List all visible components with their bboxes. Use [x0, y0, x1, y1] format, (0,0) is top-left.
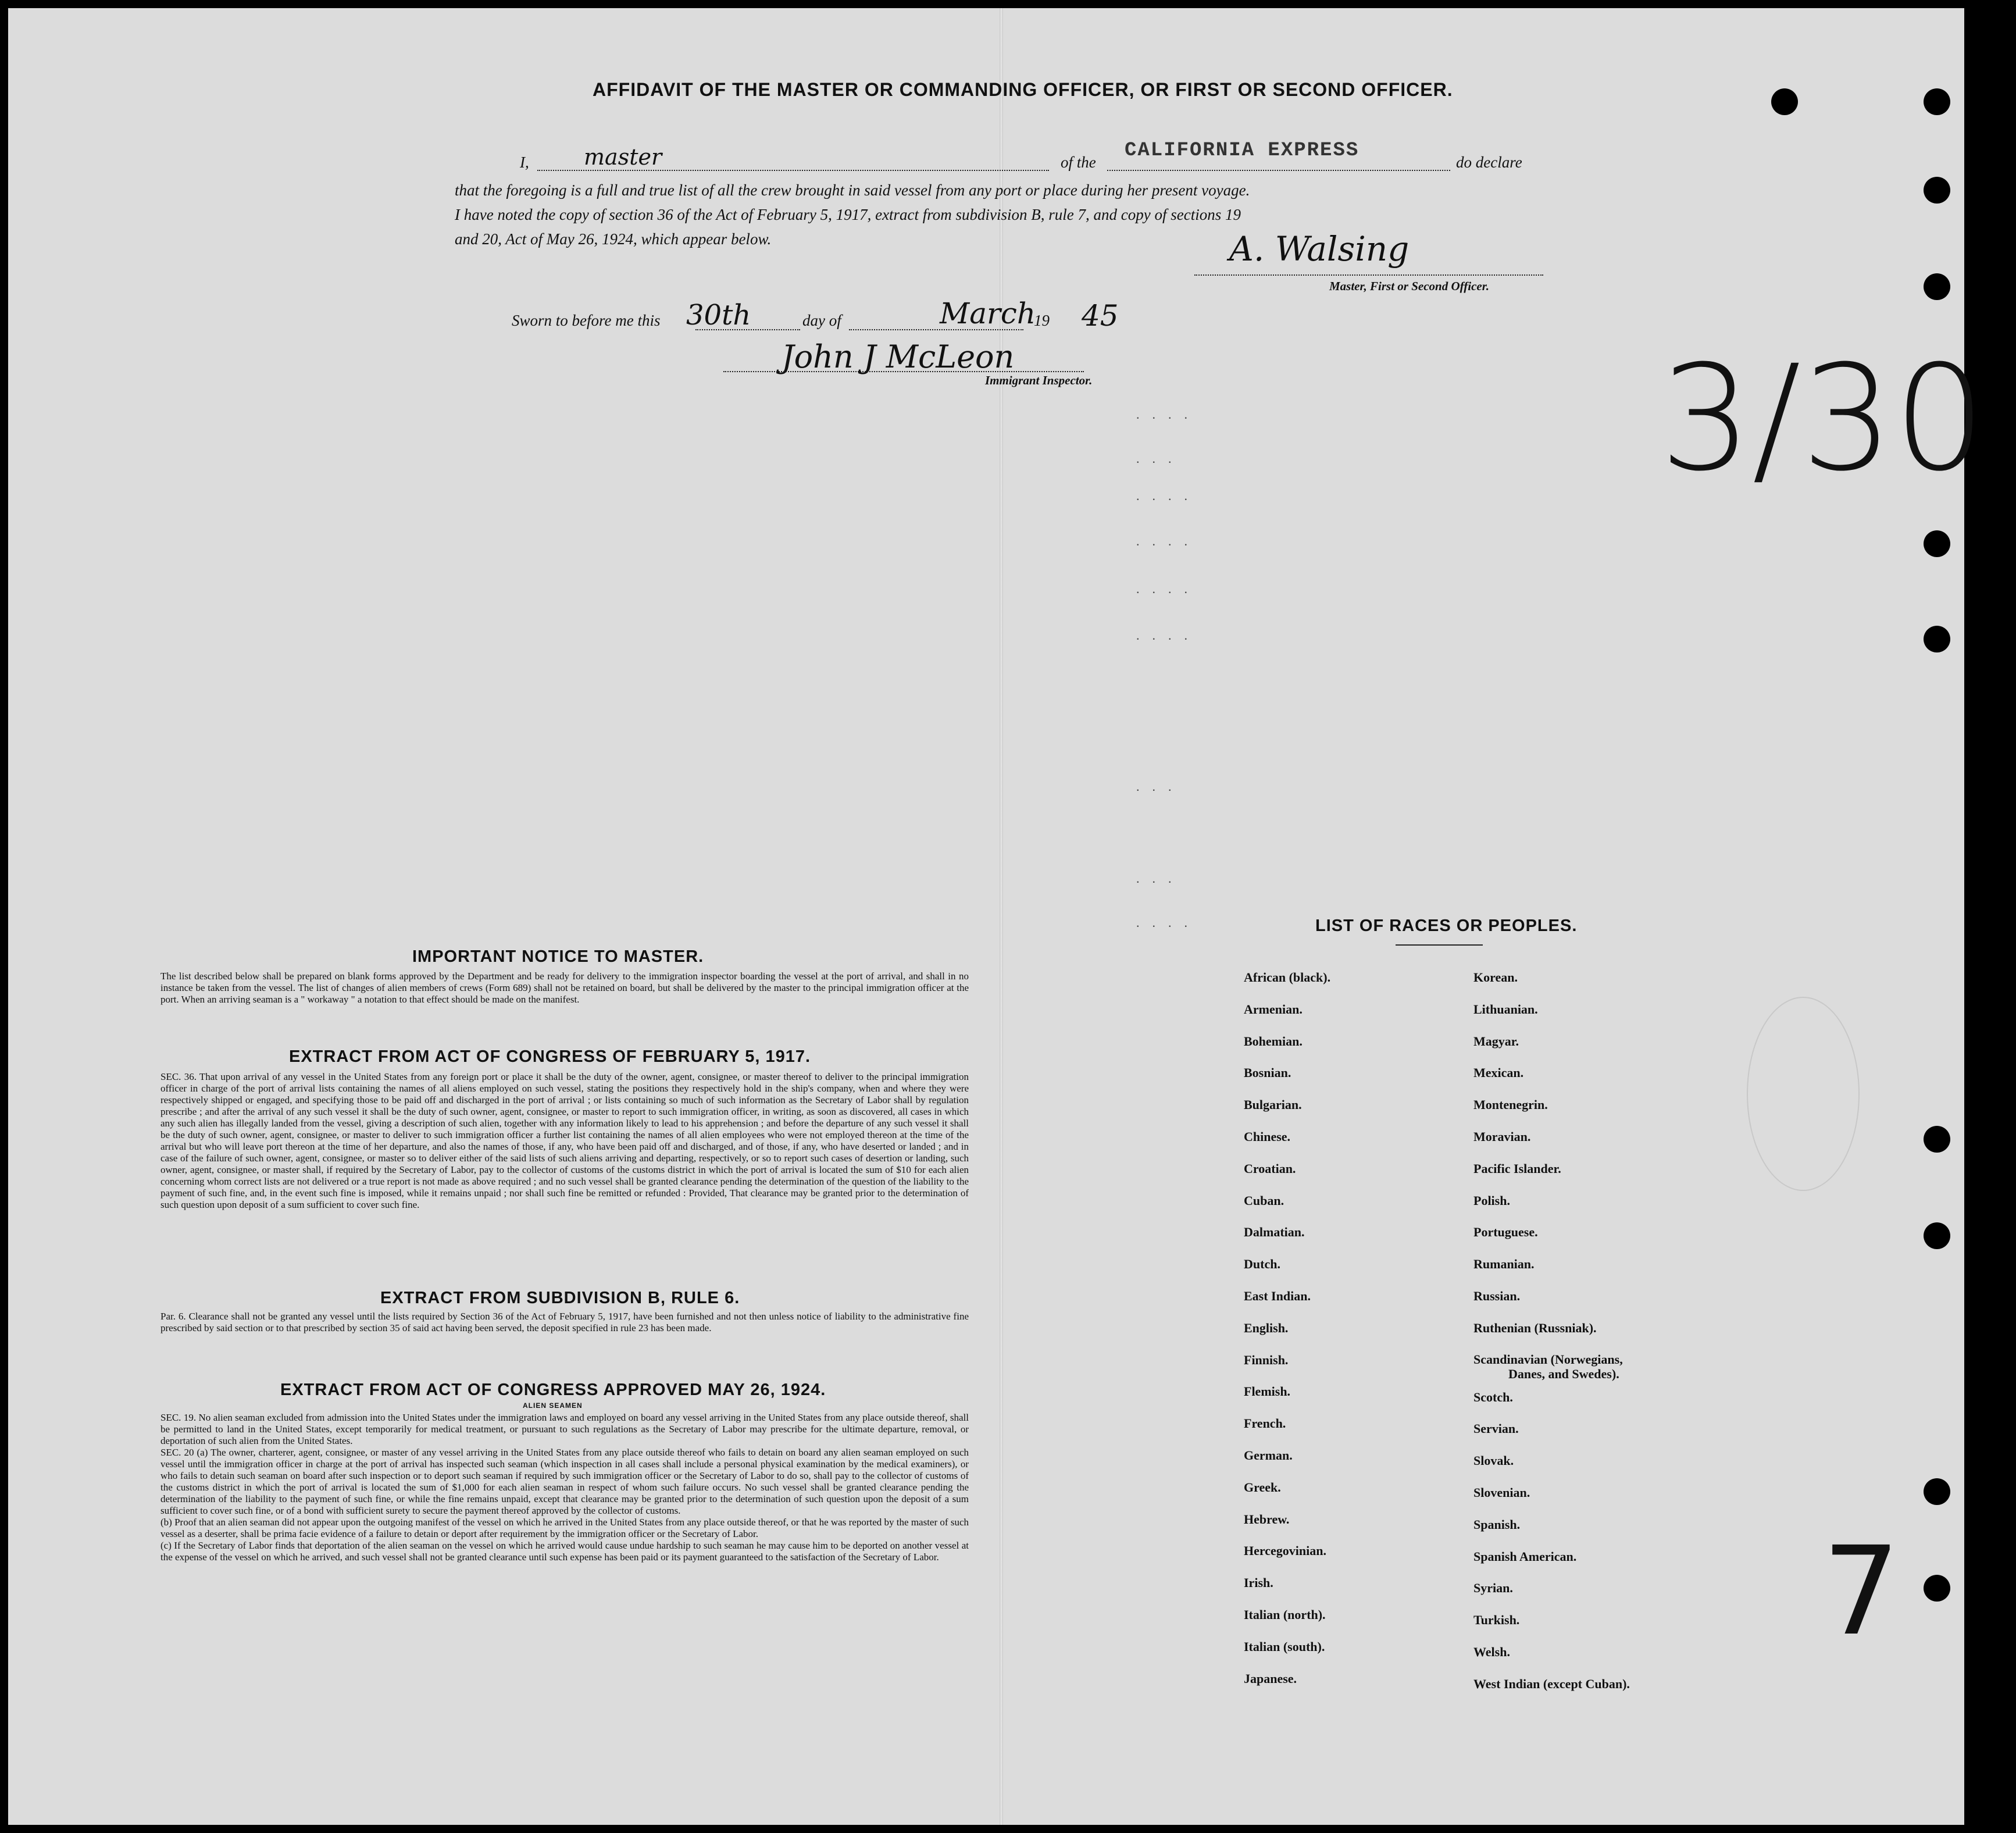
bleed-through-marks: .... [1136, 488, 1200, 503]
race-item: Spanish American. [1473, 1549, 1577, 1564]
race-item: East Indian. [1244, 1288, 1311, 1303]
race-item: Scotch. [1473, 1389, 1513, 1404]
race-item: Spanish. [1473, 1517, 1521, 1532]
race-item: Moravian. [1473, 1129, 1531, 1144]
race-item: Dutch. [1244, 1257, 1280, 1272]
extract-1924-text [160, 1412, 969, 1563]
race-item: Japanese. [1244, 1671, 1297, 1686]
notice-heading: IMPORTANT NOTICE TO MASTER. [412, 947, 704, 966]
race-item: German. [1244, 1447, 1293, 1463]
race-item: Welsh. [1473, 1644, 1510, 1659]
races-heading-rule [1396, 944, 1483, 946]
bleed-through-marks: ... [1136, 451, 1184, 466]
race-item: Pacific Islander. [1473, 1161, 1561, 1176]
year-suffix-fill: 45 [1082, 299, 1119, 333]
race-item: Bulgarian. [1244, 1097, 1302, 1112]
race-item-continuation: Danes, and Swedes). [1508, 1366, 1619, 1381]
race-item: Slovak. [1473, 1453, 1514, 1468]
sec19-text: SEC. 19. No alien seaman excluded from admission into the United States under the immigration laws and employed on board any vessel arriving in the United States from any place outside thereof, shall be permitted to land in the United States, except temporarily for medical treatment, or pursuant to such regulations as the Secretary of Labor may prescribe for the ultimate departure, removal, or deportation of such alien from the United States. [160, 1412, 969, 1446]
race-item: Armenian. [1244, 1001, 1303, 1017]
race-item: Ruthenian (Russniak). [1473, 1320, 1597, 1335]
races-column-1 [1244, 962, 1330, 1695]
extract-1917-text: SEC. 36. That upon arrival of any vessel in the United States from any foreign port or place it shall be the duty of the owner, agent, consignee, or master thereof to deliver to the principal immigration officer in charge of the port of arrival lists containing the names of all aliens employed on such vessel, stating the positions they respectively hold in the ship's company, when and where they were respectively shipped or engaged, and specifying those to be paid off and discharged in the port of arrival ; or lists containing so much of such information as the Secretary of Labor shall by regulation prescribe ; and after the arrival of any such vessel it shall be the duty of such owner, agent, consignee, or master to report to such immigration officer, in writing, as soon as discovered, all cases in which any such alien has illegally landed from the vessel, giving a description of such alien, together with any information likely to lead to his apprehension ; and before the departure of any such vessel it shall be the duty of such owner, agent, consignee, or master to deliver to such immigration officer a further list containing the names of all alien employees who were not employed thereon at the time of the arrival but who will leave port thereon at the time of her departure, and also the names of those, if any, who have been paid off and discharged, and of those, if any, who have deserted or landed ; and in case of the failure of such owner, agent, consignee, or master so to deliver either of the said lists of such aliens arriving and departing, respectively, or so to report such cases of desertion or landing, such owner, agent, consignee, or master shall, if required by the Secretary of Labor, pay to the collector of customs of the customs district in which the port of arrival is located the sum of $10 for each alien concerning whom correct lists are not delivered or a true report is not made as above required ; and no such vessel shall be granted clearance pending the determination of the question of the liability to the payment of such fine, and, in the event such fine is imposed, while it remains unpaid ; nor shall such fine be remitted or refunded : Provided, That clearance may be granted prior to the determination of such question upon deposit of a sum sufficient to cover such fine. [160, 1071, 969, 1210]
race-item: French. [1244, 1416, 1286, 1431]
alien-seamen-subheading: ALIEN SEAMEN [523, 1402, 583, 1410]
race-item: Croatian. [1244, 1161, 1296, 1176]
race-item: Montenegrin. [1473, 1097, 1548, 1112]
punch-hole [1924, 1575, 1950, 1602]
do-declare-label: do declare [1456, 154, 1522, 171]
inspector-signature-line [723, 371, 1084, 372]
race-item: Flemish. [1244, 1384, 1291, 1399]
name-line [537, 170, 1049, 171]
rule6-heading: EXTRACT FROM SUBDIVISION B, RULE 6. [380, 1289, 740, 1307]
bleed-through-marks: .... [1136, 407, 1200, 422]
race-item: Polish. [1473, 1193, 1510, 1208]
race-item: Magyar. [1473, 1033, 1519, 1049]
master-signature: A. Walsing [1229, 229, 1410, 269]
race-item: Hercegovinian. [1244, 1543, 1326, 1559]
punch-hole [1924, 177, 1950, 204]
race-item: Chinese. [1244, 1129, 1291, 1144]
sworn-label: Sworn to before me this [512, 312, 661, 329]
bleed-through-marks: ... [1136, 779, 1184, 794]
race-item: Mexican. [1473, 1065, 1524, 1080]
race-item: Portuguese. [1473, 1225, 1538, 1240]
document-page [8, 8, 1986, 1825]
races-heading: LIST OF RACES OR PEOPLES. [1315, 916, 1578, 935]
extract-1924-heading: EXTRACT FROM ACT OF CONGRESS APPROVED MAY 26, 1924. [280, 1381, 826, 1399]
extract-1917-heading: EXTRACT FROM ACT OF CONGRESS OF FEBRUARY 5, 1917. [289, 1047, 811, 1066]
race-item: Syrian. [1473, 1581, 1513, 1596]
vessel-name-stamp: CALIFORNIA EXPRESS [1125, 140, 1360, 162]
race-item: West Indian (except Cuban). [1473, 1676, 1630, 1691]
race-item: Turkish. [1473, 1613, 1520, 1628]
race-item: Scandinavian (Norwegians, [1473, 1351, 1623, 1367]
notice-text: The list described below shall be prepared on blank forms approved by the Department and be ready for delivery to the immigration inspector boarding the vessel at the port of arrival, and shall in no instance be taken from the vessel. The list of changes of alien members of crews (Form 689) shall not be retained on board, but shall be delivered by the master to the principal immigration officer at the port. When an arriving seaman is a " workaway " a notation to that effect should be made on the manifest. [160, 971, 969, 1005]
race-item: Cuban. [1244, 1193, 1284, 1208]
faint-seal-stamp [1747, 997, 1860, 1191]
sec20a-text: SEC. 20 (a) The owner, charterer, agent, consignee, or master of any vessel arriving in the United States from any place outside thereof who fails to detain on board any alien seaman employed on such vessel until the immigration officer in charge at the port of arrival has inspected such seaman (which inspection in all cases shall include a personal physical examination by the medical examiners), or who fails to detain such seaman on board after such inspection or to deport such seaman if required by such immigration officer or the Secretary of Labor to do so, shall pay to the collector of customs of the customs district in which the port of arrival is located the sum of $1,000 for each alien seaman in respect of whom such failure occurs. No such vessel shall be granted clearance pending the determination of the liability to the payment of such fine, or while the fine remains unpaid, except that clearance may be granted prior to the determination of such question upon the deposit of a sum sufficient to cover such fine, or of a bond with sufficient surety to secure the payment thereof approved by the collector of customs. [160, 1447, 969, 1516]
race-item: Bosnian. [1244, 1065, 1291, 1080]
punch-hole [1924, 1126, 1950, 1153]
bleed-through-marks: .... [1136, 628, 1200, 643]
vessel-line [1107, 170, 1450, 171]
races-column-2 [1473, 962, 1630, 1700]
affidavit-line4: and 20, Act of May 26, 1924, which appear below. [455, 230, 772, 248]
race-item: Greek. [1244, 1479, 1281, 1495]
punch-hole [1924, 1478, 1950, 1505]
bleed-through-marks: .... [1136, 534, 1200, 548]
i-label: I, [520, 154, 529, 171]
master-signature-line [1194, 274, 1543, 276]
punch-hole [1924, 88, 1950, 115]
race-item: Italian (north). [1244, 1607, 1326, 1622]
of-the-label: of the [1061, 154, 1096, 171]
race-item: English. [1244, 1320, 1289, 1335]
rule6-text: Par. 6. Clearance shall not be granted any vessel until the lists required by Section 36 of the Act of February 5, 1917, have been furnished and not then unless notice of liability to the administrative fine prescribed by said section or to that prescribed by section 35 of said act having been served, the deposit specified in rule 23 has been made. [160, 1311, 969, 1333]
punch-hole [1924, 530, 1950, 557]
bleed-through-marks: .... [1136, 915, 1200, 930]
affidavit-line2: that the foregoing is a full and true list of all the crew brought in said vessel from any port or place during her present voyage. [455, 181, 1250, 199]
sec20b-text: (b) Proof that an alien seaman did not appear upon the outgoing manifest of the vessel on which he arrived in the United States from any place outside thereof, or that he was reported by the master of such vessel as a deserter, shall be prima facie evidence of a failure to detain or deport after requirement by the immigration officer or the Secretary of Labor. [160, 1517, 969, 1539]
inspector-caption: Immigrant Inspector. [985, 373, 1093, 387]
number-annotation: 7 [1822, 1520, 1900, 1663]
sworn-line [512, 297, 1268, 340]
bleed-through-marks: .... [1136, 582, 1200, 596]
fold-crease [1000, 8, 1003, 1825]
date-annotation: 3/30 [1660, 334, 1986, 503]
race-item: Korean. [1473, 970, 1518, 985]
affidavit-line3: I have noted the copy of section 36 of the Act of February 5, 1917, extract from subdivision B, rule 7, and copy of sections 19 [455, 206, 1241, 223]
punch-hole [1924, 626, 1950, 652]
day-of-label: day of [802, 312, 841, 329]
bleed-through-marks: ... [1136, 871, 1184, 886]
race-item: Servian. [1473, 1421, 1519, 1436]
race-item: Slovenian. [1473, 1485, 1530, 1500]
inspector-signature: John J McLeon [782, 338, 1015, 375]
sworn-month-fill: March [940, 297, 1036, 330]
race-item: African (black). [1244, 970, 1331, 985]
race-item: Dalmatian. [1244, 1225, 1305, 1240]
race-item: Irish. [1244, 1575, 1273, 1590]
race-item: Russian. [1473, 1288, 1521, 1303]
sec20c-text: (c) If the Secretary of Labor finds that deportation of the alien seaman on the vessel on which he arrived would cause undue hardship to such seaman he may cause him to be deported on another vessel at the expense of the vessel on which he arrived, and such vessel shall not be granted clearance until such expense has been paid or its payment guaranteed to the satisfaction of the Secretary of Labor. [160, 1540, 969, 1563]
race-item: Bohemian. [1244, 1033, 1303, 1049]
punch-hole [1771, 88, 1798, 115]
sworn-day-fill: 30th [686, 299, 751, 331]
year-prefix: 19 [1034, 312, 1050, 329]
race-item: Finnish. [1244, 1352, 1289, 1367]
race-item: Lithuanian. [1473, 1001, 1538, 1017]
affidavit-heading: AFFIDAVIT OF THE MASTER OR COMMANDING OFFICER, OR FIRST OR SECOND OFFICER. [593, 79, 1453, 100]
punch-hole [1924, 1222, 1950, 1249]
race-item: Rumanian. [1473, 1257, 1535, 1272]
master-caption: Master, First or Second Officer. [1329, 279, 1489, 293]
affidavit-line1 [520, 140, 1636, 177]
race-item: Italian (south). [1244, 1639, 1325, 1654]
punch-hole [1924, 273, 1950, 300]
race-item: Hebrew. [1244, 1511, 1290, 1527]
officer-title-fill: master [584, 144, 662, 170]
